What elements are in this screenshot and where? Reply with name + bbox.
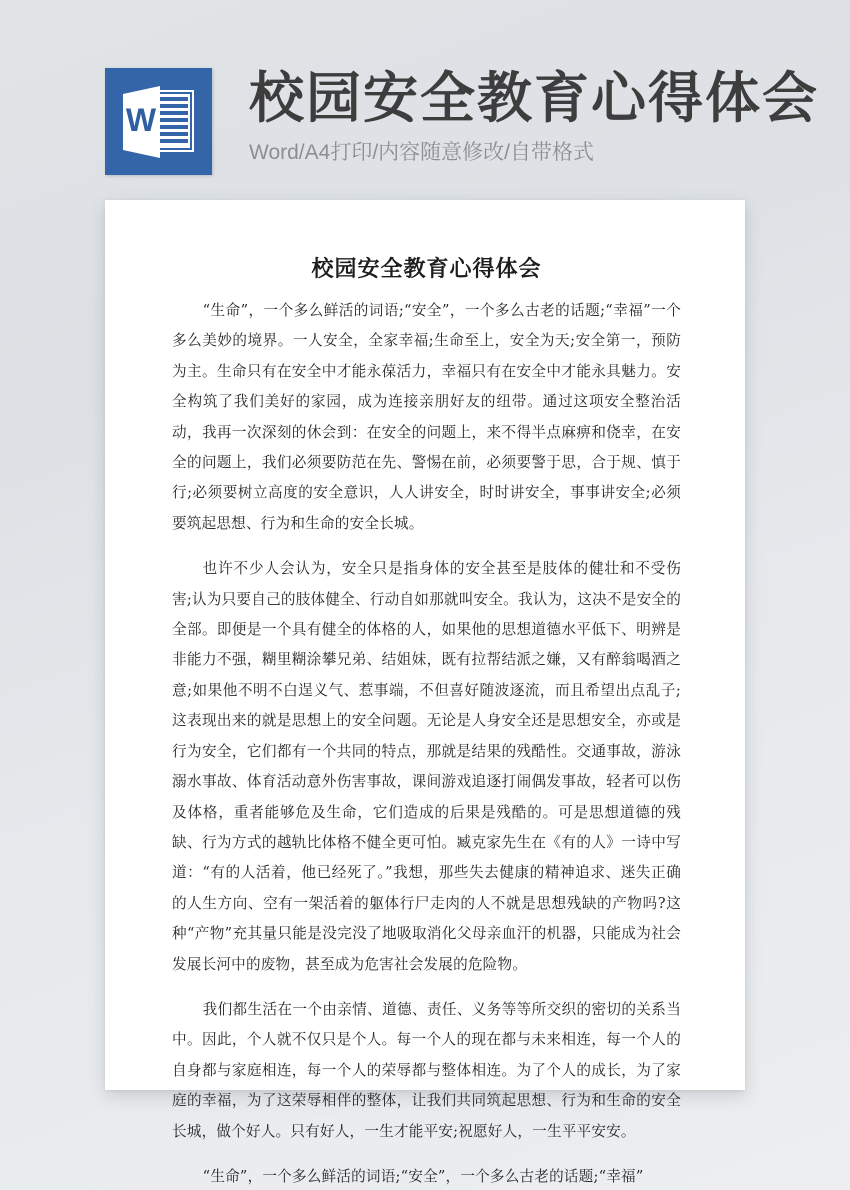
microsoft-word-icon bbox=[105, 68, 212, 175]
banner-subtitle: Word/A4打印/内容随意修改/自带格式 bbox=[249, 141, 594, 164]
document-body bbox=[105, 200, 745, 1190]
document-title: 校园安全教育心得体会 bbox=[311, 256, 542, 282]
document-paragraph: “生命”，一个多么鲜活的词语;“安全”，一个多么古老的话题;“幸福” bbox=[202, 1167, 644, 1185]
header-banner bbox=[0, 60, 850, 190]
document-paragraph: 也许不少人会认为，安全只是指身体的安全甚至是肢体的健壮和不受伤害;认为只要自己的肢体健全、行动自如那就叫安全。我认为，这决不是安全的全部。即便是一个具有健全的体格的人，如果他的思想道德水平低下、明辨是非能力不强，糊里糊涂攀兄弟、结姐妹，既有拉帮结派之嫌，又有醉翁喝酒之意;如果他不明不白逞义气、惹事端，不但喜好随波逐流，而且希望出点乱子;这表现出来的就是思想上的安全问题。无论是人身安全还是思想安全，亦或是行为安全，它们都有一个共同的特点，那就是结果的残酷性。交通事故，游泳溺水事故、体育活动意外伤害事故，课间游戏追逐打闹偶发事故，轻者可以伤及体格，重者能够危及生命，它们造成的后果是残酷的。可是思想道德的残缺、行为方式的越轨比体格不健全更可怕。臧克家先生在《有的人》一诗中写道：“有的人活着，他已经死了。”我想，那些失去健康的精神追求、迷失正确的人生方向、空有一架活着的躯体行尸走肉的人不就是思想残缺的产物吗?这种“产物”充其量只能是没完没了地吸取消化父母亲血汗的机器，只能成为社会发展长河中的废物，甚至成为危害社会发展的危险物。 bbox=[172, 560, 681, 973]
document-paragraph: 我们都生活在一个由亲情、道德、责任、义务等等所交织的密切的关系当中。因此，个人就不仅只是个人。每一个人的现在都与未来相连，每一个人的自身都与家庭相连，每一个人的荣辱都与整体相连。为了个人的成长，为了家庭的幸福，为了这荣辱相伴的整体，让我们共同筑起思想、行为和生命的安全长城，做个好人。只有好人，一生才能平安;祝愿好人，一生平平安安。 bbox=[172, 1000, 681, 1140]
page-title: 校园安全教育心得体会 bbox=[249, 67, 820, 129]
document-page bbox=[105, 200, 745, 1185]
svg-text:W: W bbox=[125, 102, 157, 138]
document-paragraph: “生命”，一个多么鲜活的词语;“安全”，一个多么古老的话题;“幸福”一个多么美妙的境界。一人安全，全家幸福;生命至上，安全为天;安全第一，预防为主。生命只有在安全中才能永葆活力，幸福只有在安全中才能永具魅力。安全构筑了我们美好的家园，成为连接亲朋好友的纽带。通过这项安全整治活动，我再一次深刻的休会到：在安全的问题上，来不得半点麻痹和侥幸，在安全的问题上，我们必须要防范在先、警惕在前，必须要警于思，合于规、慎于行;必须要树立高度的安全意识，人人讲安全，时时讲安全，事事讲安全;必须要筑起思想、行为和生命的安全长城。 bbox=[172, 302, 681, 532]
banner-text-block bbox=[249, 60, 850, 168]
